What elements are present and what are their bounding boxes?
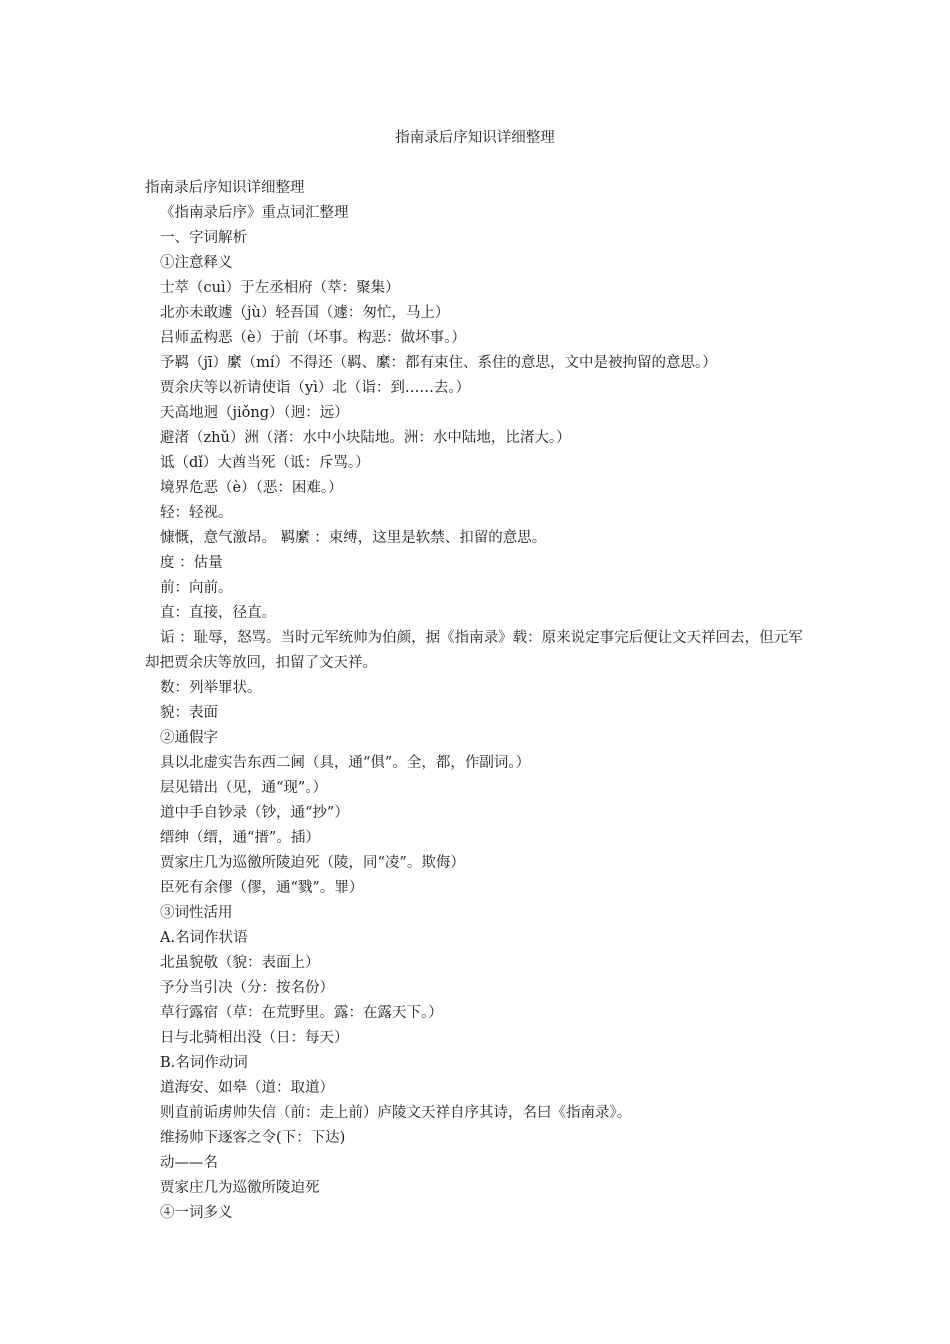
subsection-heading: ①注意释义 [160,255,233,271]
text-line: 天高地迥（jiǒng）（迥：远） [160,405,349,421]
text-line: 予羁（jī）縻（mí）不得还（羁、縻：都有束住、系住的意思，文中是被拘留的意思。） [160,355,717,371]
text-line: 北亦未敢遽（jù）轻吾国（遽：匆忙，马上） [160,305,450,321]
text-line: 境界危恶（è）（恶：困难。） [160,480,343,496]
text-line: 吕师孟构恶（è）于前（坏事。构恶：做坏事。） [160,330,466,346]
text-line: 轻：轻视。 [160,505,233,521]
category-heading: A.名词作状语 [160,930,248,946]
category-heading: B.名词作动词 [160,1055,248,1071]
text-line: 避渚（zhǔ）洲（渚：水中小块陆地。洲：水中陆地，比渚大。） [160,430,571,446]
subtitle-line: 《指南录后序》重点词汇整理 [160,205,349,221]
text-line: 数：列举罪状。 [160,680,262,696]
text-line: 贾余庆等以祈请使诣（yì）北（诣：到……去。） [160,380,471,396]
text-line: 直：直接，径直。 [160,605,276,621]
text-line: 臣死有余僇（僇，通“戮”。罪） [160,880,364,896]
text-line: 具以北虚实告东西二阃（具，通“俱”。全，都，作副词。） [160,755,531,771]
subsection-heading: ③词性活用 [160,905,233,921]
document-title: 指南录后序知识详细整理 [395,130,555,146]
document-body [145,176,817,1226]
text-line: 慷慨，意气激昂。 羁縻 ：束缚，这里是软禁、扣留的意思。 [160,530,547,546]
text-line: 则直前诟虏帅失信（前：走上前）庐陵文天祥自序其诗，名曰《指南录》。 [160,1105,632,1121]
subsection-heading: ④一词多义 [160,1205,233,1221]
text-line: 贾家庄几为巡徼所陵迫死（陵，同“凌”。欺侮） [160,855,465,871]
text-line: 前：向前。 [160,580,233,596]
text-line: 道海安、如皋（道：取道） [160,1080,334,1096]
category-heading: 动——名 [160,1155,218,1171]
text-line: 予分当引决（分：按名份） [160,980,334,996]
text-line: 层见错出（见，通“现”。） [160,780,328,796]
text-line: 日与北骑相出没（日：每天） [160,1030,349,1046]
text-line: 道中手自钞录（钞，通“抄”） [160,805,349,821]
text-line: 维扬帅下逐客之令(下：下达) [160,1130,346,1146]
text-line: 缙绅（缙，通“搢”。插） [160,830,320,846]
text-line: 士萃（cuì）于左丞相府（萃：聚集） [160,280,400,296]
section-heading: 一、字词解析 [160,230,247,246]
section-title: 指南录后序知识详细整理 [145,180,305,196]
text-line: 北虽貌敬（貌：表面上） [160,955,320,971]
text-paragraph: 诟 ：耻辱，怒骂。当时元军统帅为伯颜，据《指南录》载：原来说定事完后便让文天祥回去，但元军却把贾余庆等放回，扣留了文天祥。 [145,630,803,671]
subsection-heading: ②通假字 [160,730,218,746]
text-line: 诋（dǐ）大酋当死（诋：斥骂。） [160,455,370,471]
text-line: 草行露宿（草：在荒野里。露：在露天下。） [160,1005,443,1021]
text-line: 度 ：估量 [160,555,223,571]
text-line: 贾家庄几为巡徼所陵迫死 [160,1180,320,1196]
text-line: 貌：表面 [160,705,218,721]
